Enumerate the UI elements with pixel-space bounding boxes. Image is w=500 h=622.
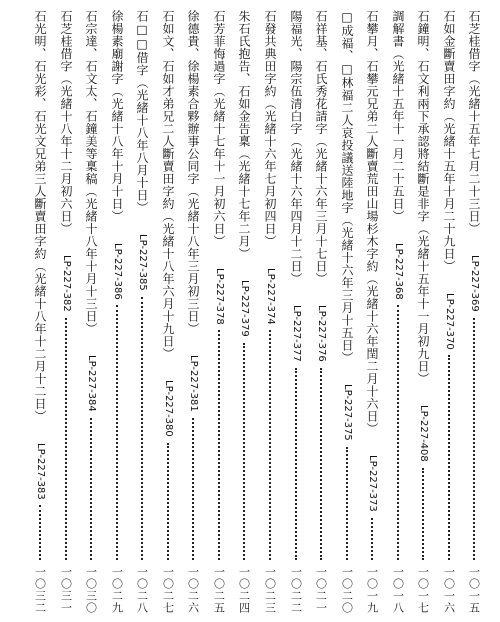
entry-title: □成福、□林福二人哀投議送陸地字（光緒十六年三月十五日） <box>340 10 354 364</box>
entry-heading <box>213 10 225 324</box>
entry-heading <box>341 10 353 441</box>
entry-code: LP-227-380 <box>163 380 174 437</box>
dot-leader <box>141 297 143 560</box>
entry-heading <box>392 10 404 299</box>
dot-leader <box>448 355 450 560</box>
toc-entry <box>387 10 409 614</box>
entry-heading <box>60 10 72 312</box>
entry-heading <box>264 10 276 324</box>
dot-leader <box>243 343 245 560</box>
entry-code: LP-227-368 <box>393 242 404 300</box>
dot-leader <box>192 418 194 560</box>
entry-page-number: 一〇一八 <box>391 566 405 614</box>
entry-title: 陽福光、陽宗伍清白字（光緒十六年四月十二日） <box>289 10 303 285</box>
entry-code: LP-227-373 <box>367 455 378 512</box>
toc-entry <box>208 10 230 614</box>
entry-page-number: 一〇三一 <box>59 566 73 614</box>
toc-entry <box>29 10 51 614</box>
entry-title: 石發共典田字約（光緒十六年七月初四日） <box>263 10 277 248</box>
entry-page-number: 一〇二〇 <box>340 566 354 614</box>
toc-entry <box>285 10 307 614</box>
entry-heading <box>443 10 455 349</box>
entry-page-number: 一〇三〇 <box>84 566 98 614</box>
entry-heading <box>238 10 250 337</box>
entry-title: 石芳菲悔過字（光緒十七年十一月初六日） <box>212 10 226 248</box>
toc-entry <box>412 10 434 614</box>
toc-entry <box>463 10 485 614</box>
dot-leader <box>346 447 348 560</box>
entry-page-number: 一〇二四 <box>237 566 251 614</box>
dot-leader <box>116 305 118 560</box>
entry-page-number: 一〇二五 <box>212 566 226 614</box>
dot-leader <box>269 330 271 560</box>
entry-heading <box>417 10 429 462</box>
entry-code: LP-227-374 <box>265 267 276 325</box>
entry-title: 石鐘明、石文利兩下承認將結斷是非字（光緒十五年十一月初九日） <box>416 10 430 385</box>
entry-page-number: 一〇三二 <box>33 566 47 614</box>
entry-heading <box>162 10 174 437</box>
entry-title: 石攀月、石攀元兄弟二人斷賣荒田山場杉木字約（光緒十六年閏二月十六日） <box>365 10 379 435</box>
dot-leader <box>371 518 373 560</box>
toc-entry <box>336 10 358 614</box>
dot-leader <box>295 368 297 560</box>
entry-code: LP-227-376 <box>316 305 327 362</box>
entry-code: LP-227-383 <box>35 442 46 500</box>
dot-leader <box>90 418 92 560</box>
toc-entry <box>131 10 153 614</box>
entry-code: LP-227-386 <box>112 242 123 300</box>
entry-code: LP-227-375 <box>342 384 353 441</box>
entry-code: LP-227-408 <box>418 405 429 462</box>
dot-leader <box>39 505 41 560</box>
toc-entry <box>55 10 77 614</box>
toc-entry <box>310 10 332 614</box>
dot-leader <box>167 443 169 560</box>
entry-heading <box>34 10 46 499</box>
toc-entry <box>80 10 102 614</box>
dot-leader <box>218 330 220 560</box>
entry-title: 調解書（光緒十五年十一月二十五日） <box>391 10 405 223</box>
entry-heading <box>187 10 199 412</box>
entry-code: LP-227-385 <box>137 234 148 291</box>
entry-page-number: 一〇二六 <box>186 566 200 614</box>
toc-entry <box>182 10 204 614</box>
entry-title: 石祥基、石氏秀花請字（光緒十六年三月十七日） <box>314 10 328 285</box>
entry-heading <box>468 10 480 312</box>
entry-page-number: 一〇二八 <box>135 566 149 614</box>
entry-heading <box>136 10 148 291</box>
dot-leader <box>320 368 322 560</box>
entry-page-number: 一〇二一 <box>314 566 328 614</box>
entry-code: LP-227-384 <box>86 355 97 412</box>
entry-heading <box>290 10 302 362</box>
dot-leader <box>473 318 475 560</box>
entry-heading <box>366 10 378 512</box>
toc-entry <box>233 10 255 614</box>
entry-title: 石如金斷賣田字約（光緒十五年十月二十九日） <box>442 10 456 273</box>
entry-page-number: 一〇一七 <box>416 566 430 614</box>
entry-page-number: 一〇二七 <box>161 566 175 614</box>
entry-page-number: 一〇一六 <box>442 566 456 614</box>
entry-title: 石如文、石如才弟兄二人斷賣田字約（光緒十八年六月十九日） <box>161 10 175 360</box>
entry-code: LP-227-378 <box>214 267 225 325</box>
entry-title: 徐楊素廟謝字（光緒十八年十月十日） <box>110 10 124 223</box>
entry-heading <box>111 10 123 299</box>
entry-title: 石宗達、石文太、石鐘美等稟稿（光緒十八年十月十三日） <box>84 10 98 335</box>
entry-page-number: 一〇二三 <box>263 566 277 614</box>
entry-title: 石光明、石光彩、石光文兄弟三人斷賣田字約（光緒十八年十二月十二日） <box>33 10 47 423</box>
entry-page-number: 一〇二九 <box>110 566 124 614</box>
entry-page-number: 一〇一九 <box>365 566 379 614</box>
dot-leader <box>397 305 399 560</box>
entry-title: 石芝桂借字（光緒十五年七月二十三日） <box>467 10 481 235</box>
entry-title: 石□□借字（光緒十八年八月十日） <box>135 10 149 214</box>
entry-code: LP-227-369 <box>469 255 480 312</box>
toc-entry <box>438 10 460 614</box>
entry-code: LP-227-370 <box>444 292 455 350</box>
entry-code: LP-227-377 <box>291 305 302 362</box>
toc-entry <box>106 10 128 614</box>
entry-title: 朱石氏抱告、石如金告稟（光緒十七年二月） <box>237 10 251 260</box>
toc-entry <box>361 10 383 614</box>
dot-leader <box>65 318 67 560</box>
toc-entry <box>259 10 281 614</box>
entry-page-number: 一〇二二 <box>289 566 303 614</box>
entry-title: 石芝桂借字（光緒十八年十二月初六日） <box>59 10 73 235</box>
entry-heading <box>315 10 327 362</box>
entry-page-number: 一〇一五 <box>467 566 481 614</box>
entry-title: 徐德貴、徐楊素合夥辦事公同字（光緒十八年三月初三日） <box>186 10 200 335</box>
entry-code: LP-227-382 <box>61 255 72 312</box>
entry-code: LP-227-381 <box>188 355 199 412</box>
toc-entry <box>157 10 179 614</box>
dot-leader <box>422 468 424 560</box>
entry-code: LP-227-379 <box>239 280 250 337</box>
entry-heading <box>85 10 97 412</box>
